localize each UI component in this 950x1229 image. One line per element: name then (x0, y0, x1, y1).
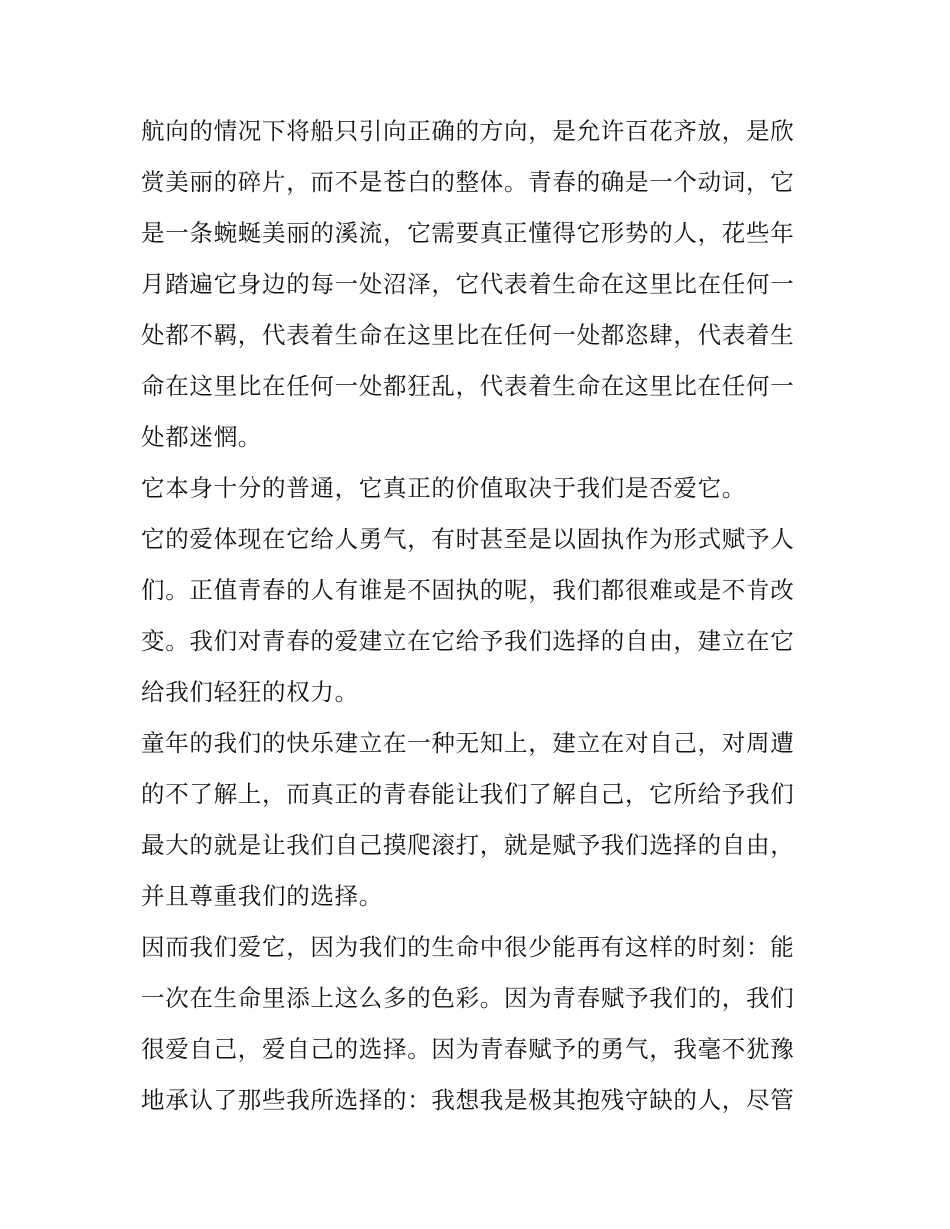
text-line: 赏美丽的碎片，而不是苍白的整体。青春的确是一个动词，它 (141, 168, 795, 196)
paragraph-3 (141, 514, 816, 718)
paragraph-2 (141, 463, 816, 514)
paragraph-5 (141, 922, 816, 1126)
text-line: 们。正值青春的人有谁是不固执的呢，我们都很难或是不肯改 (141, 576, 795, 604)
text-line: 月踏遍它身边的每一处沼泽，它代表着生命在这里比在任何一 (141, 270, 795, 298)
text-line: 命在这里比在任何一处都狂乱，代表着生命在这里比在任何一 (141, 372, 795, 400)
text-line: 并且尊重我们的选择。 (141, 882, 383, 910)
paragraph-1 (141, 106, 816, 463)
text-line: 航向的情况下将船只引向正确的方向，是允许百花齐放，是欣 (141, 117, 795, 145)
document-body (141, 106, 816, 1126)
text-line: 很爱自己，爱自己的选择。因为青春赋予的勇气，我毫不犹豫 (141, 1035, 795, 1063)
text-line: 变。我们对青春的爱建立在它给予我们选择的自由，建立在它 (141, 627, 795, 655)
text-line: 它本身十分的普通，它真正的价值取决于我们是否爱它。 (141, 474, 746, 502)
text-line: 童年的我们的快乐建立在一种无知上，建立在对自己，对周遭 (141, 729, 795, 757)
text-line: 地承认了那些我所选择的：我想我是极其抱残守缺的人，尽管 (141, 1086, 795, 1114)
text-line: 的不了解上，而真正的青春能让我们了解自己，它所给予我们 (141, 780, 795, 808)
text-line: 处都迷惘。 (141, 423, 262, 451)
text-line: 最大的就是让我们自己摸爬滚打，就是赋予我们选择的自由， (141, 831, 795, 859)
text-line: 给我们轻狂的权力。 (141, 678, 359, 706)
text-line: 它的爱体现在它给人勇气，有时甚至是以固执作为形式赋予人 (141, 525, 795, 553)
text-line: 因而我们爱它，因为我们的生命中很少能再有这样的时刻：能 (141, 933, 795, 961)
text-line: 一次在生命里添上这么多的色彩。因为青春赋予我们的，我们 (141, 984, 795, 1012)
text-line: 处都不羁，代表着生命在这里比在任何一处都恣肆，代表着生 (141, 321, 795, 349)
paragraph-4 (141, 718, 816, 922)
text-line: 是一条蜿蜒美丽的溪流，它需要真正懂得它形势的人，花些年 (141, 219, 795, 247)
